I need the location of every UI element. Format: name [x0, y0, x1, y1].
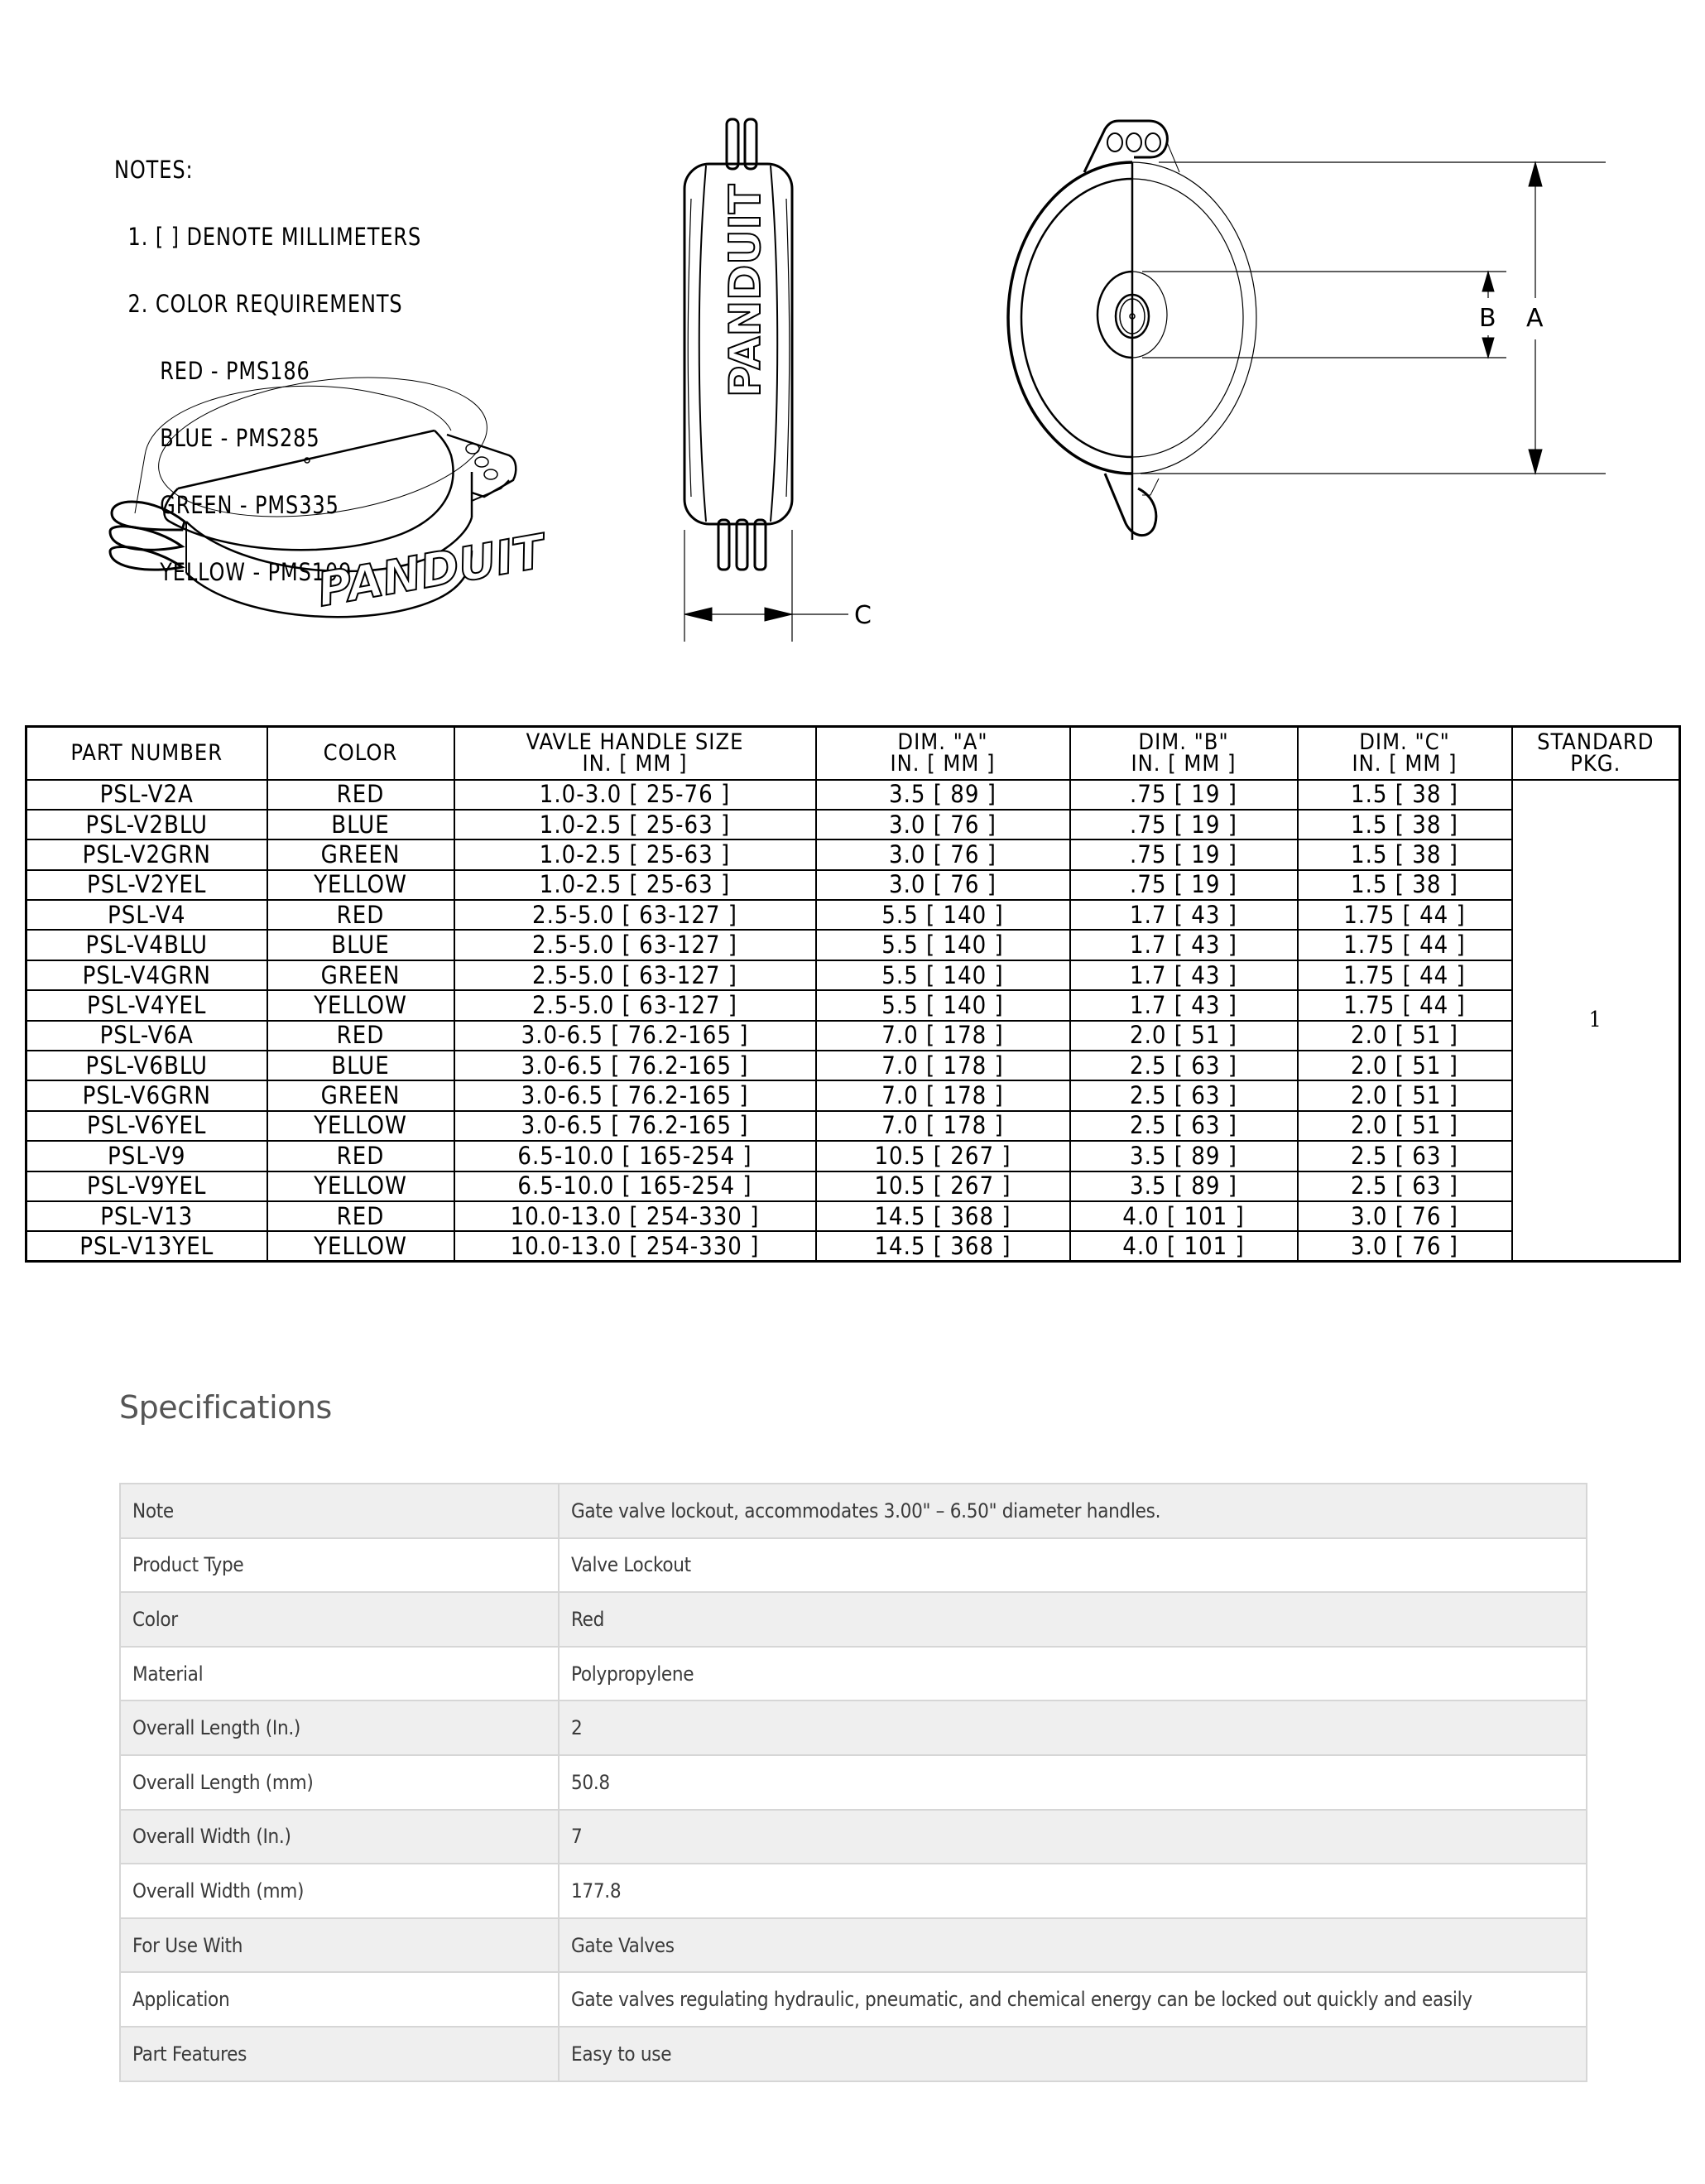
panduit-logo-side: PANDUIT [721, 184, 771, 397]
dim-c-cell: 1.5 [ 38 ] [1298, 839, 1512, 869]
dim-a-cell: 10.5 [ 267 ] [816, 1171, 1070, 1201]
spec-label: Material [120, 1647, 559, 1701]
part-number-cell: PSL-V6BLU [26, 1051, 267, 1080]
part-number-cell: PSL-V4BLU [26, 930, 267, 960]
spec-value: Valve Lockout [559, 1538, 1587, 1593]
color-requirement: RED - PMS186 [160, 357, 310, 385]
color-cell: RED [267, 1201, 454, 1231]
note-item: 2. COLOR REQUIREMENTS [127, 290, 403, 318]
color-requirement: BLUE - PMS285 [160, 424, 320, 452]
dim-b-cell: 3.5 [ 89 ] [1070, 1141, 1298, 1171]
panduit-logo-iso: PANDUIT [313, 524, 549, 618]
dim-b-cell: 2.5 [ 63 ] [1070, 1051, 1298, 1080]
dim-c-cell: 1.75 [ 44 ] [1298, 960, 1512, 990]
color-cell: GREEN [267, 960, 454, 990]
color-cell: GREEN [267, 839, 454, 869]
table-row [26, 1141, 1680, 1171]
dim-c-cell: 2.0 [ 51 ] [1298, 1111, 1512, 1141]
part-number-cell: PSL-V4GRN [26, 960, 267, 990]
handle-size-cell: 10.0-13.0 [ 254-330 ] [454, 1201, 816, 1231]
spec-value: 2 [559, 1701, 1587, 1755]
table-row [26, 810, 1680, 839]
specifications-heading: Specifications [119, 1389, 332, 1426]
table-row [26, 930, 1680, 960]
header-standard-pkg: STANDARD PKG. [1512, 727, 1680, 780]
dim-c-cell: 1.5 [ 38 ] [1298, 780, 1512, 810]
dim-a-cell: 14.5 [ 368 ] [816, 1231, 1070, 1261]
spec-value: Gate valve lockout, accommodates 3.00" – 6.50" diameter handles. [559, 1484, 1587, 1538]
dim-b-cell: .75 [ 19 ] [1070, 839, 1298, 869]
part-number-cell: PSL-V6GRN [26, 1080, 267, 1110]
part-number-cell: PSL-V6YEL [26, 1111, 267, 1141]
dimension-c-label: C [854, 601, 872, 630]
color-cell: BLUE [267, 810, 454, 839]
table-row [26, 900, 1680, 930]
handle-size-cell: 2.5-5.0 [ 63-127 ] [454, 930, 816, 960]
table-row [26, 960, 1680, 990]
front-view-drawing [993, 99, 1639, 613]
part-number-cell: PSL-V2A [26, 780, 267, 810]
dim-a-cell: 7.0 [ 178 ] [816, 1021, 1070, 1051]
dim-c-cell: 2.0 [ 51 ] [1298, 1051, 1512, 1080]
handle-size-cell: 3.0-6.5 [ 76.2-165 ] [454, 1111, 816, 1141]
spec-row [120, 1864, 1587, 1918]
spec-row [120, 1647, 1587, 1701]
spec-label: Application [120, 1972, 559, 2027]
isometric-view-drawing [103, 356, 550, 637]
spec-value: 7 [559, 1810, 1587, 1864]
spec-value: Red [559, 1592, 1587, 1647]
color-cell: RED [267, 780, 454, 810]
handle-size-cell: 2.5-5.0 [ 63-127 ] [454, 990, 816, 1020]
dim-c-cell: 1.75 [ 44 ] [1298, 900, 1512, 930]
spec-label: Overall Width (mm) [120, 1864, 559, 1918]
dim-b-cell: 4.0 [ 101 ] [1070, 1201, 1298, 1231]
table-row [26, 1171, 1680, 1201]
handle-size-cell: 3.0-6.5 [ 76.2-165 ] [454, 1080, 816, 1110]
dim-c-cell: 2.0 [ 51 ] [1298, 1080, 1512, 1110]
spec-row [120, 1918, 1587, 1973]
spec-label: Note [120, 1484, 559, 1538]
header-dim-a: DIM. "A" IN. [ MM ] [816, 727, 1070, 780]
spec-label: Overall Width (In.) [120, 1810, 559, 1864]
dim-b-cell: .75 [ 19 ] [1070, 870, 1298, 900]
part-number-cell: PSL-V6A [26, 1021, 267, 1051]
spec-value: Polypropylene [559, 1647, 1587, 1701]
dim-c-cell: 2.5 [ 63 ] [1298, 1141, 1512, 1171]
color-requirement: YELLOW - PMS109 [160, 558, 353, 586]
part-number-cell: PSL-V9 [26, 1141, 267, 1171]
table-row [26, 1021, 1680, 1051]
dim-a-cell: 7.0 [ 178 ] [816, 1051, 1070, 1080]
color-cell: RED [267, 1141, 454, 1171]
header-handle-size: VAVLE HANDLE SIZE IN. [ MM ] [454, 727, 816, 780]
handle-size-cell: 3.0-6.5 [ 76.2-165 ] [454, 1021, 816, 1051]
spec-row [120, 1484, 1587, 1538]
part-number-cell: PSL-V4YEL [26, 990, 267, 1020]
specifications-table [119, 1483, 1587, 2082]
dim-c-cell: 1.5 [ 38 ] [1298, 870, 1512, 900]
handle-size-cell: 6.5-10.0 [ 165-254 ] [454, 1171, 816, 1201]
spec-label: Overall Length (mm) [120, 1755, 559, 1810]
handle-size-cell: 6.5-10.0 [ 165-254 ] [454, 1141, 816, 1171]
spec-value: Easy to use [559, 2027, 1587, 2081]
standard-pkg-cell: 1 [1512, 780, 1680, 1262]
spec-label: Color [120, 1592, 559, 1647]
handle-size-cell: 2.5-5.0 [ 63-127 ] [454, 960, 816, 990]
color-cell: BLUE [267, 930, 454, 960]
color-cell: RED [267, 1021, 454, 1051]
color-cell: YELLOW [267, 1231, 454, 1261]
dim-a-cell: 3.0 [ 76 ] [816, 839, 1070, 869]
table-row [26, 780, 1680, 810]
part-number-cell: PSL-V2GRN [26, 839, 267, 869]
spec-label: Overall Length (In.) [120, 1701, 559, 1755]
dimension-table-header [26, 727, 1680, 780]
dim-b-cell: 1.7 [ 43 ] [1070, 960, 1298, 990]
color-cell: YELLOW [267, 870, 454, 900]
spec-row [120, 1755, 1587, 1810]
dim-b-cell: 2.5 [ 63 ] [1070, 1080, 1298, 1110]
dim-b-cell: 2.0 [ 51 ] [1070, 1021, 1298, 1051]
handle-size-cell: 3.0-6.5 [ 76.2-165 ] [454, 1051, 816, 1080]
dim-a-cell: 3.0 [ 76 ] [816, 810, 1070, 839]
note-item: 1. [ ] DENOTE MILLIMETERS [127, 223, 422, 251]
spec-value: 50.8 [559, 1755, 1587, 1810]
color-cell: YELLOW [267, 990, 454, 1020]
part-number-cell: PSL-V2BLU [26, 810, 267, 839]
handle-size-cell: 1.0-2.5 [ 25-63 ] [454, 870, 816, 900]
spec-row [120, 1538, 1587, 1593]
notes-title: NOTES: [114, 156, 194, 184]
spec-row [120, 1972, 1587, 2027]
side-view-drawing [662, 108, 910, 654]
part-number-cell: PSL-V9YEL [26, 1171, 267, 1201]
part-number-cell: PSL-V4 [26, 900, 267, 930]
spec-row [120, 1701, 1587, 1755]
dim-b-cell: .75 [ 19 ] [1070, 780, 1298, 810]
table-row [26, 1231, 1680, 1261]
dim-c-cell: 1.75 [ 44 ] [1298, 990, 1512, 1020]
table-row [26, 990, 1680, 1020]
dim-a-cell: 5.5 [ 140 ] [816, 990, 1070, 1020]
table-row [26, 1051, 1680, 1080]
color-requirement: GREEN - PMS335 [160, 491, 339, 519]
dim-c-cell: 1.75 [ 44 ] [1298, 930, 1512, 960]
dim-b-cell: 2.5 [ 63 ] [1070, 1111, 1298, 1141]
handle-size-cell: 1.0-3.0 [ 25-76 ] [454, 780, 816, 810]
dim-a-cell: 7.0 [ 178 ] [816, 1111, 1070, 1141]
part-number-cell: PSL-V13YEL [26, 1231, 267, 1261]
dim-a-cell: 5.5 [ 140 ] [816, 900, 1070, 930]
dim-a-cell: 3.0 [ 76 ] [816, 870, 1070, 900]
dim-c-cell: 2.0 [ 51 ] [1298, 1021, 1512, 1051]
color-cell: YELLOW [267, 1171, 454, 1201]
spec-value: Gate valves regulating hydraulic, pneumatic, and chemical energy can be locked out quickly and easily [559, 1972, 1587, 2027]
dim-a-cell: 5.5 [ 140 ] [816, 960, 1070, 990]
dim-b-cell: .75 [ 19 ] [1070, 810, 1298, 839]
dim-a-cell: 14.5 [ 368 ] [816, 1201, 1070, 1231]
dim-c-cell: 3.0 [ 76 ] [1298, 1231, 1512, 1261]
color-cell: RED [267, 900, 454, 930]
spec-row [120, 2027, 1587, 2081]
handle-size-cell: 2.5-5.0 [ 63-127 ] [454, 900, 816, 930]
header-part-number: PART NUMBER [26, 727, 267, 780]
table-row [26, 839, 1680, 869]
dimension-table [25, 725, 1681, 1263]
table-row [26, 870, 1680, 900]
dim-c-cell: 2.5 [ 63 ] [1298, 1171, 1512, 1201]
table-row [26, 1201, 1680, 1231]
dim-a-cell: 7.0 [ 178 ] [816, 1080, 1070, 1110]
color-cell: YELLOW [267, 1111, 454, 1141]
spec-label: For Use With [120, 1918, 559, 1973]
dim-a-cell: 10.5 [ 267 ] [816, 1141, 1070, 1171]
header-color: COLOR [267, 727, 454, 780]
spec-label: Part Features [120, 2027, 559, 2081]
color-cell: BLUE [267, 1051, 454, 1080]
spec-row [120, 1592, 1587, 1647]
dimension-b-label: B [1479, 304, 1496, 333]
table-row [26, 1111, 1680, 1141]
spec-row [120, 1810, 1587, 1864]
dim-c-cell: 3.0 [ 76 ] [1298, 1201, 1512, 1231]
spec-value: 177.8 [559, 1864, 1587, 1918]
dim-a-cell: 5.5 [ 140 ] [816, 930, 1070, 960]
header-dim-b: DIM. "B" IN. [ MM ] [1070, 727, 1298, 780]
dim-b-cell: 1.7 [ 43 ] [1070, 930, 1298, 960]
dim-b-cell: 4.0 [ 101 ] [1070, 1231, 1298, 1261]
spec-value: Gate Valves [559, 1918, 1587, 1973]
header-dim-c: DIM. "C" IN. [ MM ] [1298, 727, 1512, 780]
handle-size-cell: 1.0-2.5 [ 25-63 ] [454, 839, 816, 869]
dim-c-cell: 1.5 [ 38 ] [1298, 810, 1512, 839]
table-row [26, 1080, 1680, 1110]
part-number-cell: PSL-V2YEL [26, 870, 267, 900]
dim-a-cell: 3.5 [ 89 ] [816, 780, 1070, 810]
color-cell: GREEN [267, 1080, 454, 1110]
dim-b-cell: 3.5 [ 89 ] [1070, 1171, 1298, 1201]
handle-size-cell: 10.0-13.0 [ 254-330 ] [454, 1231, 816, 1261]
part-number-cell: PSL-V13 [26, 1201, 267, 1231]
dim-b-cell: 1.7 [ 43 ] [1070, 990, 1298, 1020]
dimension-a-label: A [1526, 304, 1544, 333]
spec-label: Product Type [120, 1538, 559, 1593]
dim-b-cell: 1.7 [ 43 ] [1070, 900, 1298, 930]
handle-size-cell: 1.0-2.5 [ 25-63 ] [454, 810, 816, 839]
